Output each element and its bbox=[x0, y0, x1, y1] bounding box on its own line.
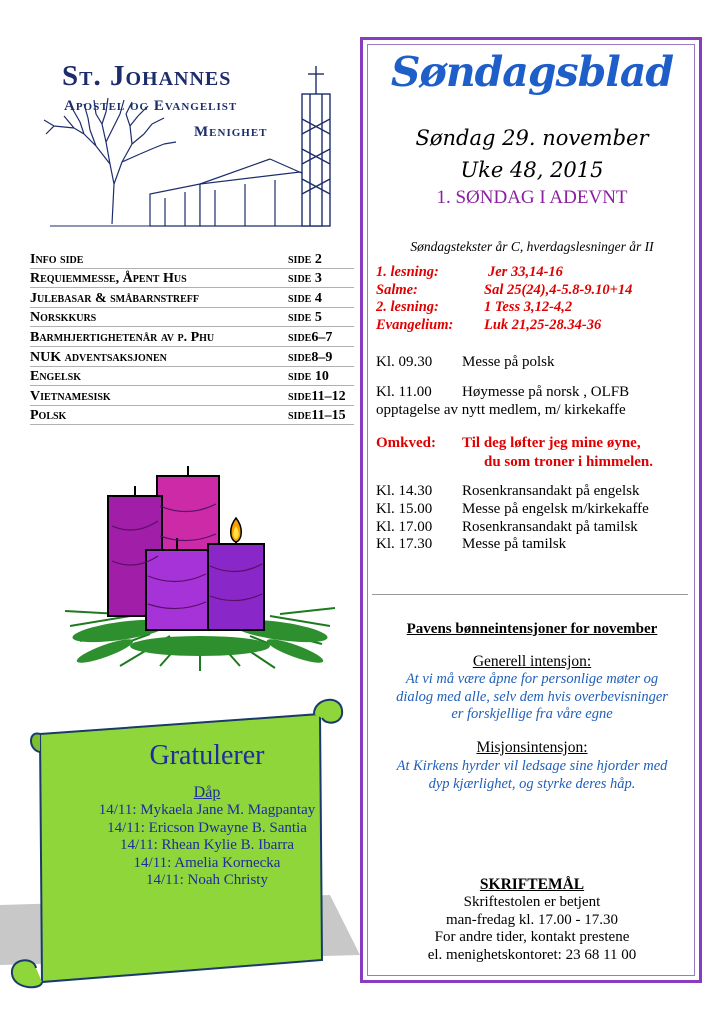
toc-title: Polsk bbox=[30, 408, 67, 424]
toc-row bbox=[30, 288, 354, 308]
parish-subtitle-line2: Menighet bbox=[194, 124, 268, 140]
schedule-desc: Rosenkransandakt på tamilsk bbox=[462, 518, 638, 535]
intention-line: At Kirkens hyrder vil ledsage sine hjorder med bbox=[396, 758, 668, 774]
toc-page: side 5 bbox=[288, 310, 322, 326]
readings-heading: Søndagstekster år C, hverdagslesninger år II bbox=[410, 239, 654, 254]
reading-label: 2. lesning: bbox=[376, 299, 439, 315]
general-intention-heading: Generell intensjon: bbox=[472, 653, 592, 670]
skriftemal-line: man-fredag kl. 17.00 - 17.30 bbox=[445, 911, 619, 928]
intention-line: er forskjellige fra våre egne bbox=[451, 706, 613, 723]
toc-page: side11–15 bbox=[288, 408, 346, 424]
schedule-time: Kl. 14.30 bbox=[376, 483, 433, 499]
sunday-name: 1. SØNDAG I ADEVNT bbox=[436, 187, 628, 208]
schedule-time: Kl. 15.00 bbox=[376, 500, 433, 517]
reading-ref: Luk 21,25-28.34-36 bbox=[484, 316, 602, 333]
mass-desc-continued: opptagelse av nytt medlem, m/ kirkekaffe bbox=[376, 401, 626, 418]
schedule-desc: Rosenkransandakt på engelsk bbox=[462, 483, 640, 499]
toc-title: Julebasar & småbarnstreff bbox=[30, 290, 200, 306]
schedule-time: Kl. 17.30 bbox=[376, 536, 433, 553]
reading-ref: Sal 25(24),4-5.8-9.10+14 bbox=[484, 281, 633, 298]
skriftemal-text bbox=[362, 894, 702, 964]
skriftemal-line: Skriftestolen er betjent bbox=[463, 894, 601, 910]
reading-ref: Jer 33,14-16 bbox=[488, 264, 563, 280]
intention-line: dyp kjærlighet, og styrke deres håp. bbox=[428, 775, 636, 792]
toc-title: Barmhjertighetenår av p. Phu bbox=[30, 329, 215, 345]
toc-title: Info side bbox=[30, 251, 84, 267]
general-intention-text bbox=[362, 671, 702, 724]
toc-title: Engelsk bbox=[30, 369, 82, 385]
advent-candles-image bbox=[60, 466, 340, 678]
reading-label: Salme: bbox=[376, 281, 418, 298]
reading-ref: 1 Tess 3,12-4,2 bbox=[484, 299, 573, 315]
toc-page: side 3 bbox=[288, 271, 322, 287]
list-item: 14/11: Amelia Kornecka bbox=[133, 854, 281, 871]
toc-title: NUK adventsaksjonen bbox=[30, 349, 167, 365]
toc-row bbox=[30, 308, 354, 328]
schedule-row bbox=[376, 483, 649, 501]
reading-row bbox=[376, 299, 632, 317]
date-line: Søndag 29. november bbox=[415, 126, 649, 150]
readings-list bbox=[376, 264, 632, 334]
intention-line: dialog med alle, selv dem hvis overbevisninger bbox=[396, 688, 668, 705]
mass-time: Kl. 11.00 bbox=[376, 384, 432, 400]
toc-row bbox=[30, 269, 354, 289]
reading-row bbox=[376, 317, 632, 335]
skriftemal-heading: SKRIFTEMÅL bbox=[479, 876, 585, 893]
toc-page: side11–12 bbox=[288, 388, 346, 404]
intention-line: At vi må være åpne for personlige møter og bbox=[405, 671, 659, 687]
reading-row bbox=[376, 264, 632, 282]
toc-page: side 4 bbox=[288, 290, 322, 306]
mass-0930 bbox=[376, 354, 555, 372]
toc-row bbox=[30, 386, 354, 406]
skriftemal-line: el. menighetskontoret: 23 68 11 00 bbox=[427, 946, 637, 963]
schedule-desc: Messe på engelsk m/kirkekaffe bbox=[462, 500, 649, 517]
schedule-row bbox=[376, 536, 649, 554]
toc-row bbox=[30, 347, 354, 367]
schedule-row bbox=[376, 519, 649, 537]
week-line: Uke 48, 2015 bbox=[460, 158, 604, 182]
mass-time: Kl. 09.30 bbox=[376, 354, 433, 370]
toc-page: side8–9 bbox=[288, 349, 333, 365]
divider bbox=[372, 594, 688, 595]
schedule-desc: Messe på tamilsk bbox=[462, 536, 567, 553]
reading-row bbox=[376, 282, 632, 300]
reading-label: Evangelium: bbox=[376, 316, 454, 333]
parish-title: St. Johannes bbox=[62, 60, 232, 92]
mass-desc: Messe på polsk bbox=[462, 354, 555, 370]
toc-page: side 10 bbox=[288, 369, 329, 385]
omkved-line2: du som troner i himmelen. bbox=[484, 453, 654, 470]
list-item: 14/11: Mykaela Jane M. Magpantay bbox=[98, 802, 316, 818]
mission-intention-heading: Misjonsintensjon: bbox=[476, 739, 588, 756]
toc-row bbox=[30, 367, 354, 387]
toc-row bbox=[30, 406, 354, 426]
list-item: 14/11: Ericson Dwayne B. Santia bbox=[107, 819, 307, 836]
list-item: 14/11: Rhean Kylie B. Ibarra bbox=[120, 837, 294, 853]
table-of-contents bbox=[30, 249, 354, 425]
omkved bbox=[376, 434, 653, 471]
toc-title: Vietnamesisk bbox=[30, 388, 111, 404]
afternoon-schedule bbox=[376, 483, 649, 554]
toc-page: side6–7 bbox=[288, 329, 333, 345]
toc-title: Norskkurs bbox=[30, 310, 97, 326]
mission-intention-text bbox=[362, 758, 702, 793]
gratulerer-subtitle: Dåp bbox=[193, 784, 221, 801]
reading-label: 1. lesning: bbox=[376, 264, 439, 280]
gratulerer-list bbox=[62, 802, 352, 890]
list-item: 14/11: Noah Christy bbox=[146, 872, 268, 888]
toc-row bbox=[30, 249, 354, 269]
pope-intentions-heading: Pavens bønneintensjoner for november bbox=[406, 621, 658, 637]
schedule-time: Kl. 17.00 bbox=[376, 518, 433, 535]
skriftemal-line: For andre tider, kontakt prestene bbox=[434, 929, 630, 946]
omkved-label: Omkved: bbox=[376, 435, 436, 451]
mass-desc: Høymesse på norsk , OLFB bbox=[462, 384, 630, 400]
mass-1100 bbox=[376, 384, 629, 420]
gratulerer-title: Gratulerer bbox=[149, 740, 265, 771]
parish-subtitle-line1: Apostel og Evangelist bbox=[64, 98, 238, 114]
sondagsblad-title: Søndagsblad bbox=[390, 48, 674, 96]
toc-title: Requiemmesse, Åpent Hus bbox=[30, 271, 187, 287]
toc-page: side 2 bbox=[288, 251, 322, 267]
omkved-line1: Til deg løfter jeg mine øyne, bbox=[462, 435, 641, 451]
schedule-row bbox=[376, 501, 649, 519]
toc-row bbox=[30, 327, 354, 347]
